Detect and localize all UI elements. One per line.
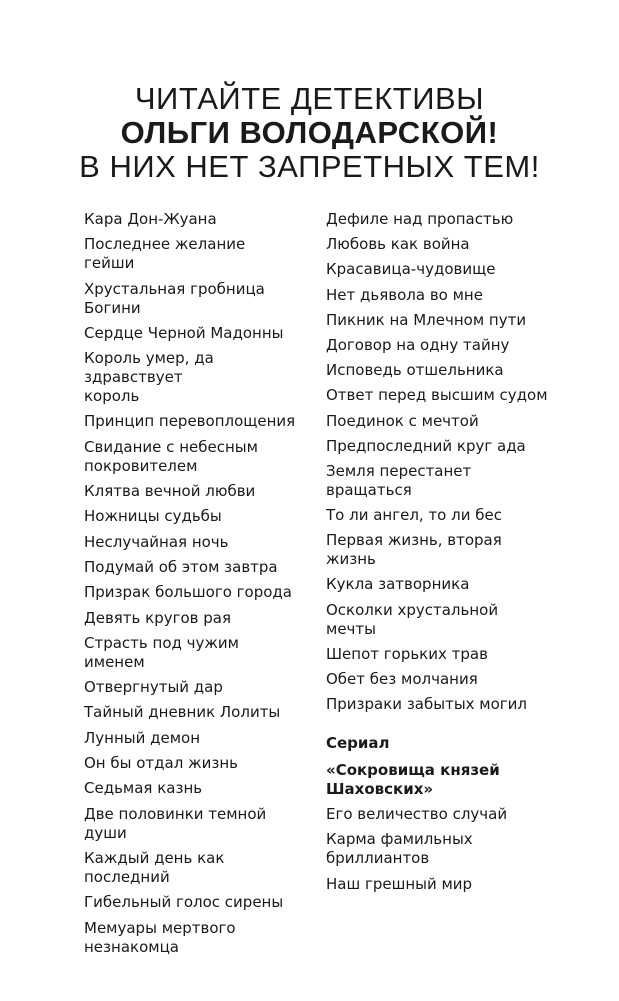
- heading-line-1: ЧИТАЙТЕ ДЕТЕКТИВЫ: [134, 81, 485, 116]
- book-title: Обет без молчания: [326, 670, 478, 688]
- book-title: Земля перестанет вращаться: [326, 461, 472, 499]
- right-book-list: [326, 210, 556, 714]
- book-title: Хрустальная гробница Богини: [84, 279, 265, 317]
- book-title: Первая жизнь, вторая жизнь: [326, 531, 502, 569]
- book-title: То ли ангел, то ли бес: [326, 506, 502, 525]
- book-title: Пикник на Млечном пути: [326, 310, 527, 329]
- book-title: Исповедь отшельника: [326, 361, 504, 380]
- book-title: Кукла затворника: [326, 575, 470, 594]
- book-title: Седьмая казнь: [84, 779, 203, 798]
- book-title: Наш грешный мир: [326, 874, 473, 893]
- book-title: Его величество случай: [326, 805, 508, 824]
- book-title: Неслучайная ночь: [84, 532, 229, 551]
- book-title: Страсть под чужим именем: [84, 633, 239, 671]
- book-title: Сердце Черной Мадонны: [84, 323, 284, 342]
- book-title: Отвергнутый дар: [84, 678, 223, 697]
- book-title: Призраки забытых могил: [326, 695, 528, 714]
- book-title: Тайный дневник Лолиты: [84, 703, 281, 722]
- book-title: Карма фамильных бриллиантов: [326, 830, 473, 868]
- book-title: Мемуары мертвого незнакомца: [84, 918, 236, 956]
- book-title: Шепот горьких трав: [326, 644, 488, 663]
- series-label: Сериал: [326, 734, 390, 753]
- book-title: Принцип перевоплощения: [84, 412, 296, 431]
- book-title: Поединок с мечтой: [326, 411, 479, 430]
- book-title: Каждый день как последний: [84, 848, 225, 886]
- book-title: Призрак большого города: [84, 583, 292, 602]
- book-title: Договор на одну тайну: [326, 335, 510, 354]
- book-title: Красавица-чудовище: [326, 260, 496, 279]
- left-book-list: [84, 210, 299, 957]
- book-title: Ножницы судьбы: [84, 507, 222, 526]
- book-title: Нет дьявола во мне: [326, 285, 483, 304]
- book-title: Осколки хрустальной мечты: [326, 600, 499, 638]
- heading-author-line: ОЛЬГИ ВОЛОДАРСКОЙ!: [120, 115, 499, 150]
- book-title: Кара Дон-Жуана: [84, 210, 217, 228]
- book-title: Ответ перед высшим судом: [326, 386, 548, 405]
- series-name: «Сокровища князей Шаховских»: [326, 761, 500, 799]
- heading-line-3: В НИХ НЕТ ЗАПРЕТНЫХ ТЕМ!: [79, 149, 540, 184]
- book-title: Лунный демон: [84, 728, 201, 747]
- book-title: Король умер, да здравствует король: [84, 349, 214, 406]
- left-book-column: [84, 210, 299, 963]
- book-title: Любовь как война: [326, 235, 470, 254]
- right-book-column: [326, 210, 556, 900]
- book-title: Подумай об этом завтра: [84, 557, 278, 576]
- series-book-list: [326, 805, 556, 893]
- book-title: Дефиле над пропастью: [326, 210, 514, 228]
- book-title: Две половинки темной души: [84, 804, 267, 842]
- book-title: Гибельный голос сирены: [84, 893, 284, 912]
- book-title: Последнее желание гейши: [84, 235, 246, 273]
- book-title: Свидание с небесным покровителем: [84, 437, 258, 475]
- book-title: Девять кругов рая: [84, 608, 232, 627]
- page-heading: [0, 82, 619, 184]
- book-title: Он бы отдал жизнь: [84, 754, 238, 773]
- book-title: Предпоследний круг ада: [326, 436, 526, 455]
- book-title: Клятва вечной любви: [84, 482, 256, 501]
